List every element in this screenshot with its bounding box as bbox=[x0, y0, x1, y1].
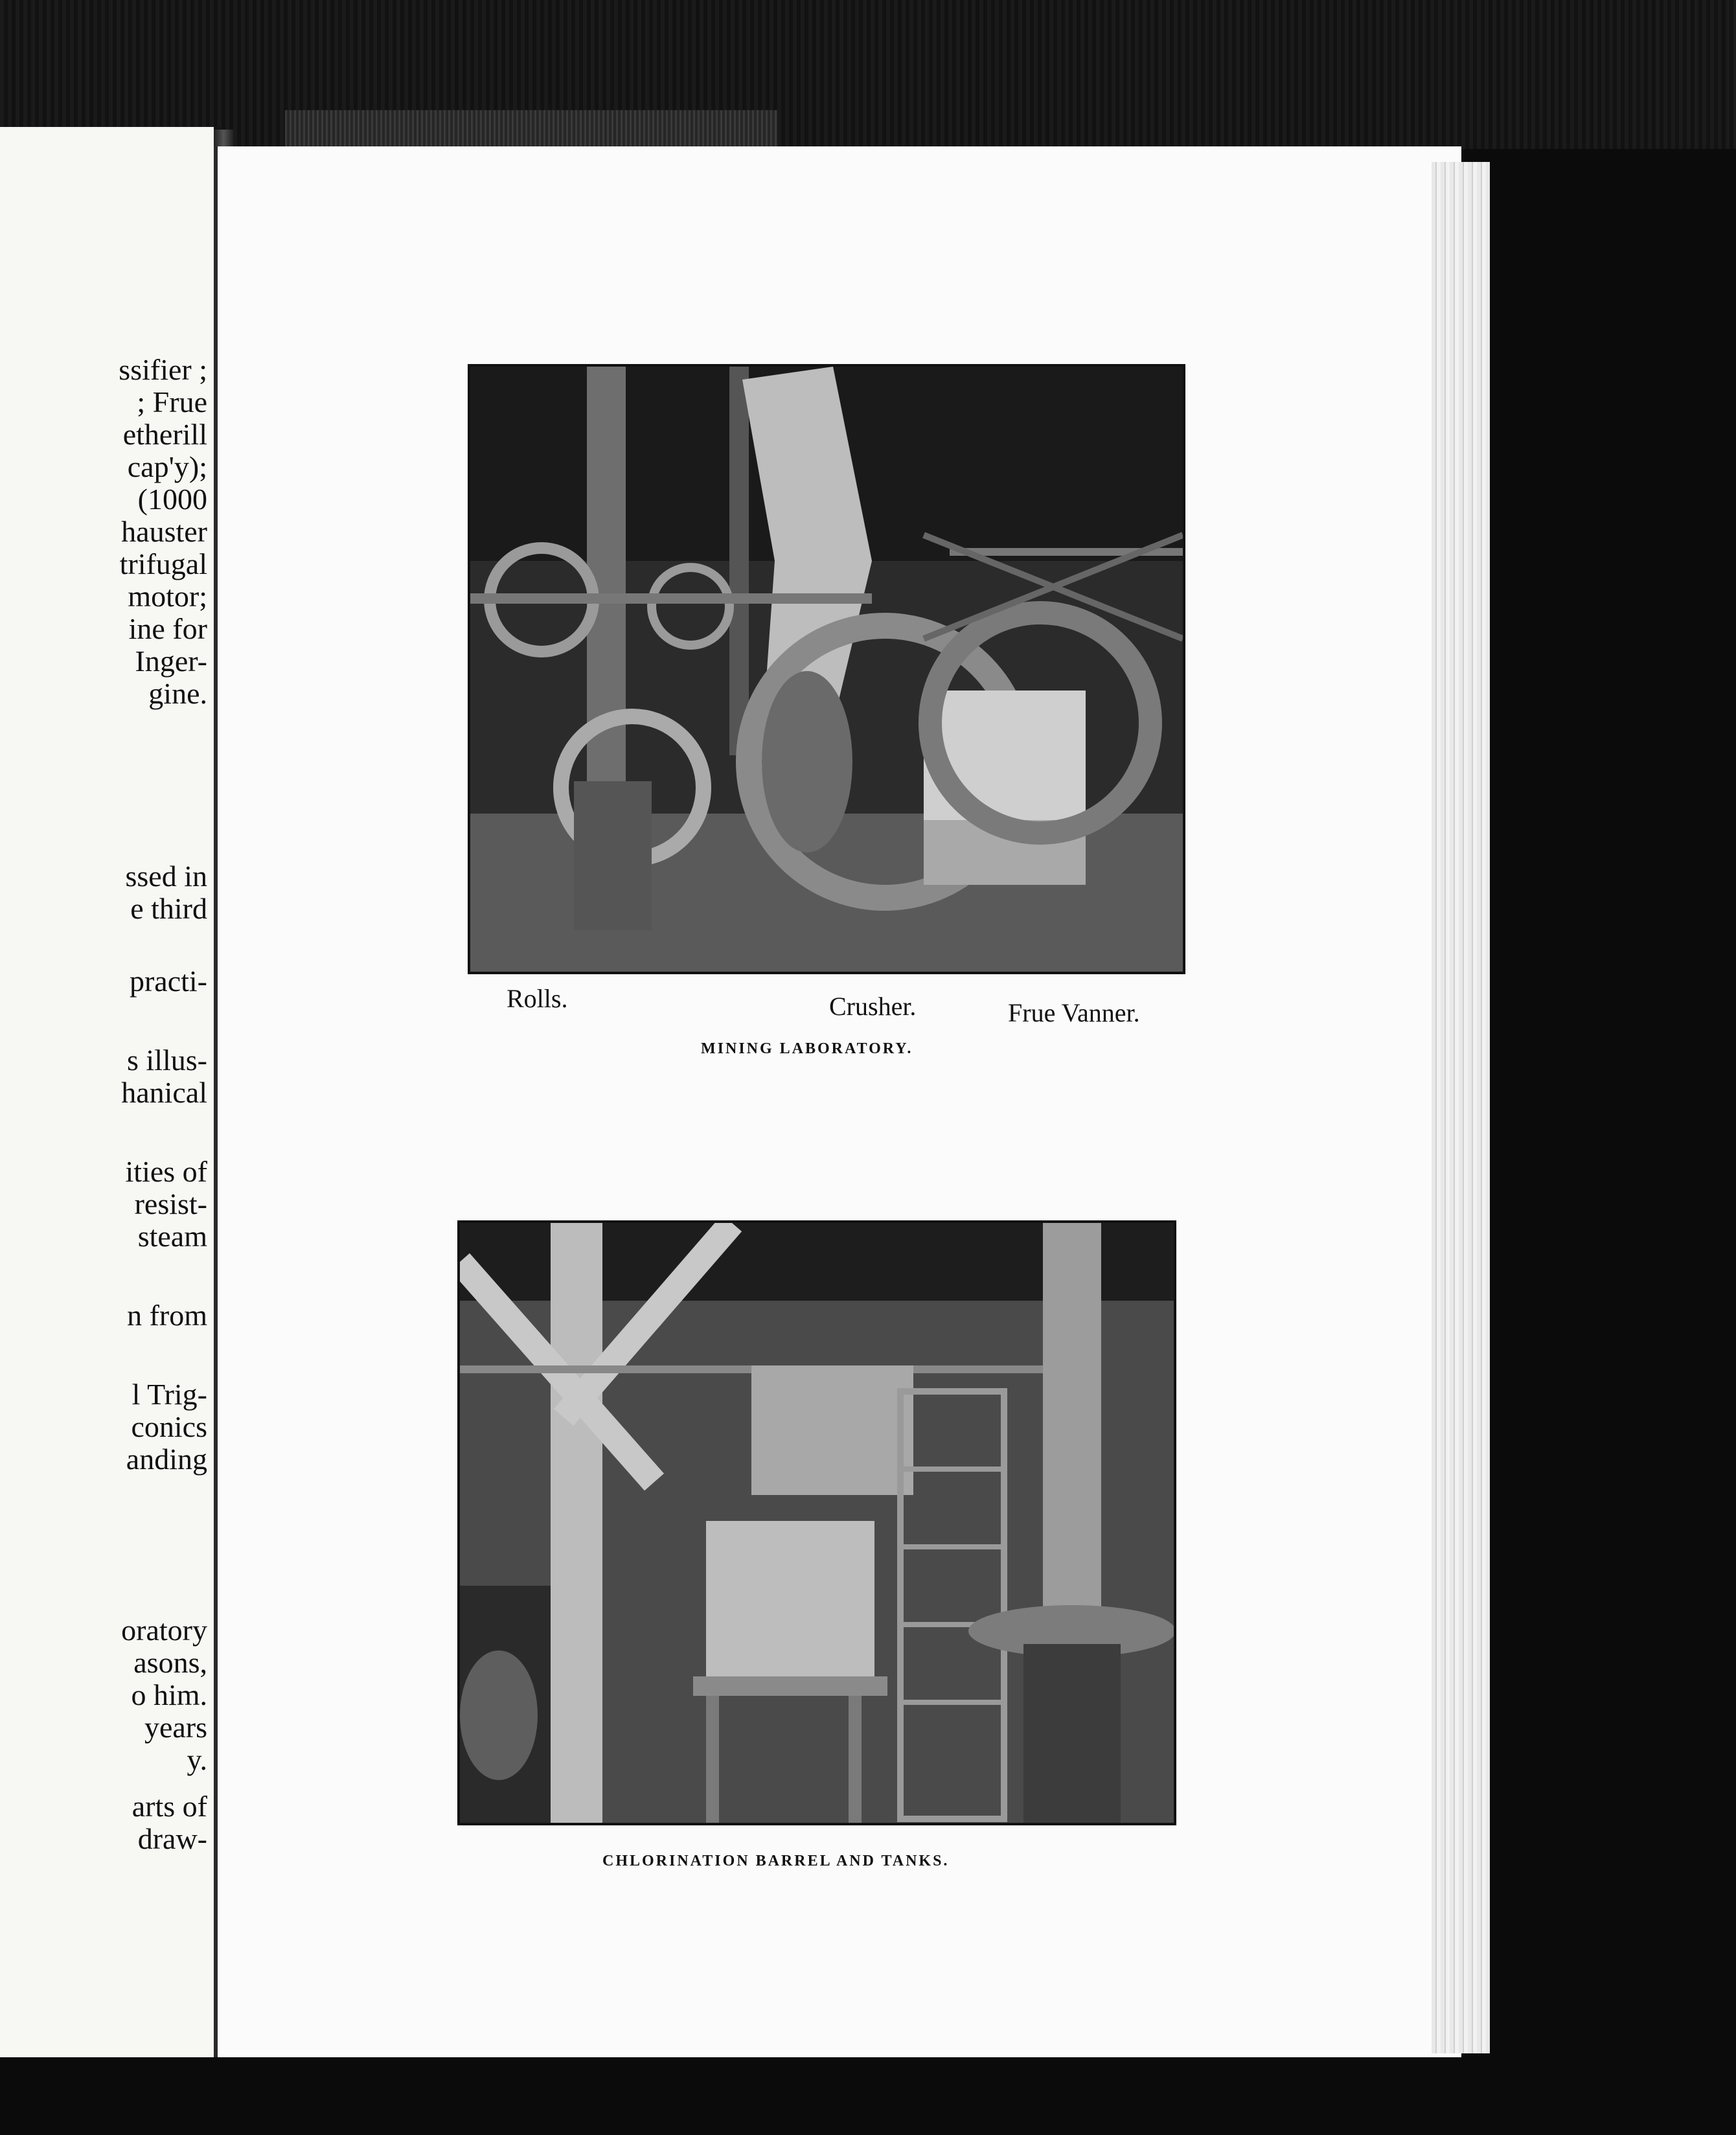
left-text-line: etherill bbox=[122, 418, 207, 451]
left-text-line: ssifier ; bbox=[119, 353, 207, 386]
mining-laboratory-photo bbox=[468, 364, 1185, 974]
left-text-line: ities of bbox=[125, 1155, 207, 1188]
left-text-line: o him. bbox=[131, 1678, 207, 1711]
left-text-line: gine. bbox=[148, 677, 207, 710]
crusher-label: Crusher. bbox=[829, 992, 917, 1021]
left-text-line: (1000 bbox=[137, 483, 207, 516]
left-text-line: resist- bbox=[134, 1187, 207, 1220]
left-text-line: steam bbox=[137, 1220, 207, 1253]
rolls-label: Rolls. bbox=[507, 984, 568, 1013]
book-cover-top bbox=[0, 0, 1736, 149]
left-text-line: motor; bbox=[128, 580, 207, 613]
left-text-line: arts of bbox=[131, 1790, 207, 1823]
left-text-line: draw- bbox=[137, 1822, 207, 1855]
left-text-line: ssed in bbox=[125, 860, 207, 893]
left-text-line: trifugal bbox=[119, 547, 207, 580]
left-text-line: oratory bbox=[121, 1614, 207, 1647]
left-text-line: y. bbox=[187, 1743, 207, 1776]
left-text-line: conics bbox=[131, 1410, 207, 1443]
page-edges bbox=[1432, 162, 1490, 2053]
frue-vanner-label: Frue Vanner. bbox=[1008, 998, 1140, 1027]
chlorination-photo bbox=[457, 1220, 1176, 1825]
mining-laboratory-caption: MINING LABORATORY. bbox=[701, 1040, 913, 1057]
left-page bbox=[0, 127, 220, 2057]
left-text-line: n from bbox=[127, 1299, 207, 1332]
book-cover-bottom bbox=[0, 2053, 1736, 2135]
cover-cloth-strip bbox=[285, 110, 777, 149]
left-text-line: s illus- bbox=[127, 1044, 207, 1077]
left-text-line: ; Frue bbox=[137, 385, 207, 418]
left-text-line: years bbox=[144, 1711, 207, 1744]
left-text-line: hanical bbox=[121, 1076, 207, 1109]
left-text-line: e third bbox=[130, 892, 207, 925]
left-text-line: practi- bbox=[129, 965, 207, 998]
left-text-line: anding bbox=[126, 1443, 207, 1476]
left-text-line: Inger- bbox=[135, 645, 207, 678]
left-text-line: asons, bbox=[133, 1646, 207, 1679]
left-text-line: ine for bbox=[128, 612, 207, 645]
left-text-line: l Trig- bbox=[131, 1378, 207, 1411]
left-text-line: cap'y); bbox=[127, 450, 207, 483]
chlorination-caption: CHLORINATION BARREL AND TANKS. bbox=[602, 1853, 950, 1869]
left-text-line: hauster bbox=[121, 515, 207, 548]
